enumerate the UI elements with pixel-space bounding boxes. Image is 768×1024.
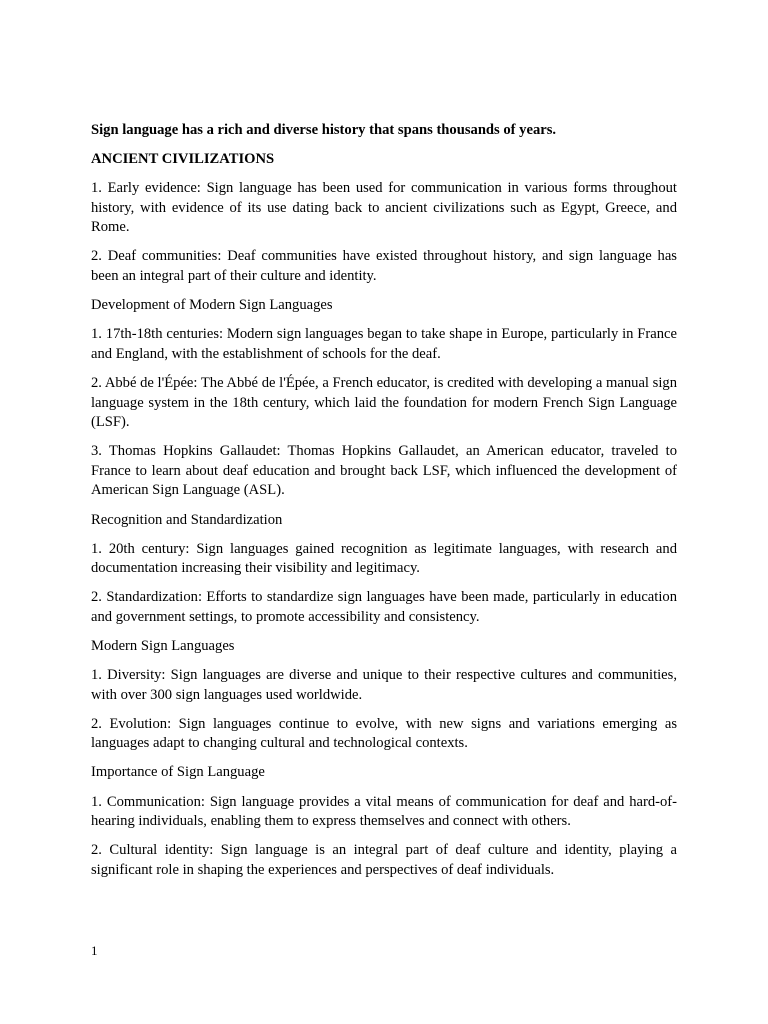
paragraph: 2. Deaf communities: Deaf communities have existed throughout history, and sign language has been an integral part of their culture and identity. bbox=[91, 248, 677, 285]
paragraph: 1. 17th-18th centuries: Modern sign languages began to take shape in Europe, particularly in France and England, with the establishment of schools for the deaf. bbox=[91, 326, 677, 362]
document-body bbox=[91, 121, 677, 890]
paragraph: 1. Communication: Sign language provides a vital means of communication for deaf and hard-of-hearing individuals, enabling them to express themselves and connect with others. bbox=[91, 793, 677, 830]
paragraph: 2. Abbé de l'Épée: The Abbé de l'Épée, a French educator, is credited with developing a manual sign language system in the 18th century, which laid the foundation for modern French Sign Language (LSF). bbox=[91, 374, 677, 431]
section-heading-modern-sign-languages: Modern Sign Languages bbox=[91, 637, 235, 654]
paragraph: 2. Cultural identity: Sign language is an integral part of deaf culture and identity, playing a significant role in shaping the experiences and perspectives of deaf individuals. bbox=[91, 842, 677, 878]
section-heading-development: Development of Modern Sign Languages bbox=[91, 297, 333, 314]
paragraph: 3. Thomas Hopkins Gallaudet: Thomas Hopkins Gallaudet, an American educator, traveled to France to learn about deaf education and brought back LSF, which influenced the development of American Sign Language (ASL). bbox=[91, 443, 677, 499]
paragraph: 2. Standardization: Efforts to standardize sign languages have been made, particularly in education and government settings, to promote accessibility and consistency. bbox=[91, 589, 677, 625]
document-title: Sign language has a rich and diverse history that spans thousands of years. bbox=[91, 122, 557, 138]
paragraph: 1. Diversity: Sign languages are diverse and unique to their respective cultures and communities, with over 300 sign languages used worldwide. bbox=[91, 667, 677, 703]
page-number: 1 bbox=[91, 943, 98, 958]
section-heading-recognition: Recognition and Standardization bbox=[91, 511, 283, 528]
paragraph: 1. Early evidence: Sign language has been used for communication in various forms throughout history, with evidence of its use dating back to ancient civilizations such as Egypt, Greece, and Rome. bbox=[91, 180, 677, 236]
section-heading-ancient-civilizations: ANCIENT CIVILIZATIONS bbox=[91, 151, 275, 168]
paragraph: 2. Evolution: Sign languages continue to evolve, with new signs and variations emerging as languages adapt to changing cultural and technological contexts. bbox=[91, 715, 677, 752]
section-heading-importance: Importance of Sign Language bbox=[91, 764, 265, 781]
paragraph: 1. 20th century: Sign languages gained recognition as legitimate languages, with research and documentation increasing their visibility and legitimacy. bbox=[91, 540, 677, 577]
